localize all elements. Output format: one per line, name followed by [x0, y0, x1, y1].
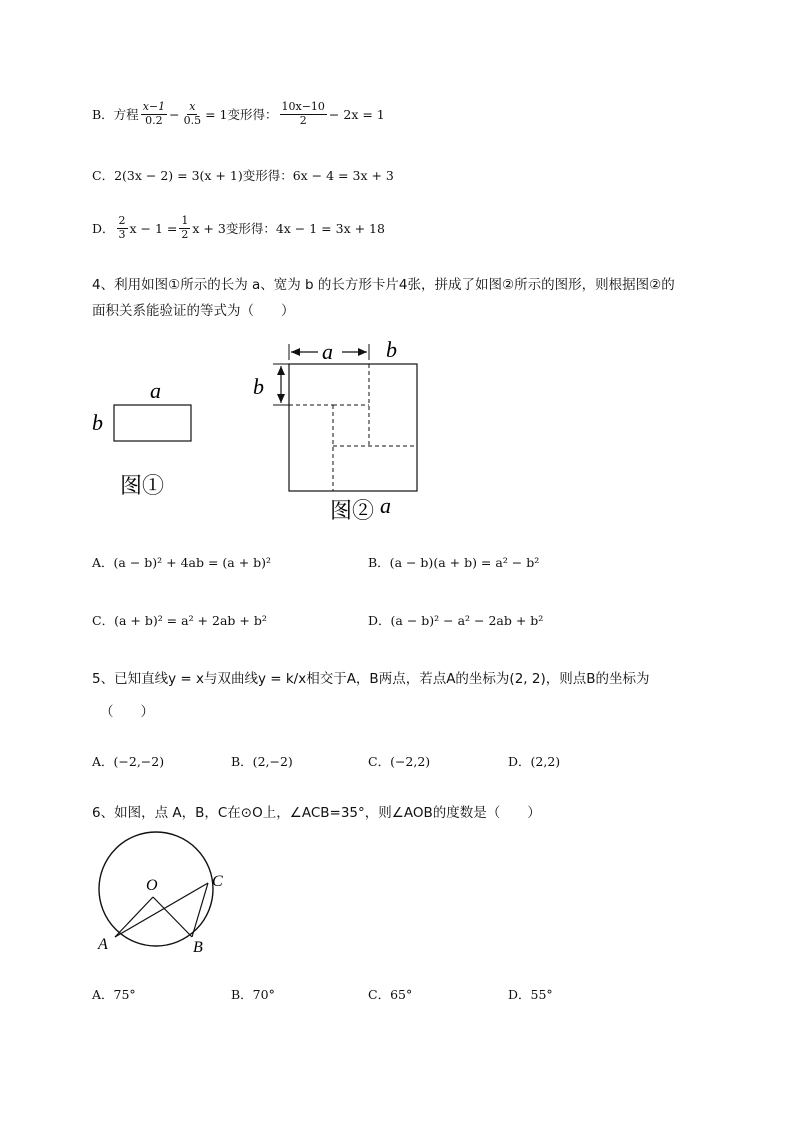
fig1-label-a: a [150, 378, 161, 403]
fig2-dashed-lines [289, 364, 417, 491]
fig1-caption: 图① [120, 473, 165, 498]
fraction: $\frac{x-1}{0.2}$ [142, 100, 166, 127]
q3-option-b [92, 101, 385, 127]
label-c: C [212, 873, 223, 890]
fig2-label-b-top: b [386, 337, 397, 362]
q6-circle-figure [90, 830, 250, 970]
fig1-rectangle [114, 405, 191, 441]
q4-option-d: D．(a − b)² − a² − 2ab + b² [368, 613, 544, 628]
label-a: A [98, 936, 108, 953]
option-label: D． [92, 221, 115, 237]
label-o: O [146, 877, 158, 894]
q5-option-b: B．(2,−2) [231, 754, 293, 769]
fig2-square [289, 364, 417, 491]
q6-option-a: A．75° [92, 987, 136, 1002]
q3-option-c [92, 166, 394, 184]
equation-text: − 2x = 1 [328, 106, 385, 122]
q4-stem-line2: 面积关系能验证的等式为（ ） [92, 303, 295, 319]
fig2-arrowhead-right [358, 348, 367, 356]
q4-stem-line1: 4、利用如图①所示的长为 a、宽为 b 的长方形卡片4张，拼成了如图②所示的图形，则根据图②的 [92, 277, 675, 293]
fig2-arrowhead-left [291, 348, 300, 356]
q5-option-a: A．(−2,−2) [92, 754, 165, 769]
q4-option-a: A．(a − b)² + 4ab = (a + b)² [92, 555, 272, 570]
option-label: C． [92, 168, 115, 183]
q4-option-b: B．(a − b)(a + b) = a² − b² [368, 555, 540, 570]
fig2-label-b-left: b [253, 374, 264, 399]
q5-option-c: C．(−2,2) [368, 754, 431, 769]
q3-option-d [92, 215, 385, 241]
fraction: $\frac{1}{2}$ [181, 214, 189, 241]
fig1-label-b: b [92, 410, 103, 435]
option-label: B．方程 [92, 107, 139, 123]
triangle-lines [115, 883, 208, 937]
fig2-arrowhead-down [277, 394, 285, 403]
q4-option-c: C．(a + b)² = a² + 2ab + b² [92, 613, 267, 628]
fig2-arrowhead-up [277, 366, 285, 375]
fraction: $\frac{x}{0.5}$ [183, 100, 202, 127]
fig2-label-a-bottom: a [380, 493, 391, 518]
q4-figures [0, 330, 794, 530]
q6-option-d: D．55° [508, 987, 553, 1002]
minus-sign: − [169, 106, 180, 122]
fraction: $\frac{2}{3}$ [118, 214, 126, 241]
q5-stem-line2: （ ） [100, 704, 154, 720]
label-b: B [193, 939, 203, 956]
q6-option-c: C．65° [368, 987, 413, 1002]
fraction: $\frac{10x-10}{2}$ [281, 100, 325, 127]
q6-option-b: B．70° [231, 987, 275, 1002]
q6-stem: 6、如图，点 A，B，C在⊙O上，∠ACB=35°，则∠AOB的度数是（ ） [92, 805, 541, 821]
fig2-caption: 图② [330, 498, 375, 523]
equation-text: = 1变形得： [205, 107, 278, 123]
fig2-label-a-top: a [322, 339, 333, 364]
q5-stem-line1: 5、已知直线y = x与双曲线y = k/x相交于A，B两点，若点A的坐标为(2, 2)，则点B的坐标为 [92, 671, 650, 687]
equation-text: x + 3变形得：4x − 1 = 3x + 18 [192, 221, 385, 237]
equation-text: 2(3x − 2) = 3(x + 1)变形得：6x − 4 = 3x + 3 [114, 168, 394, 183]
q5-option-d: D．(2,2) [508, 754, 561, 769]
equation-text: x − 1 = [129, 220, 178, 236]
